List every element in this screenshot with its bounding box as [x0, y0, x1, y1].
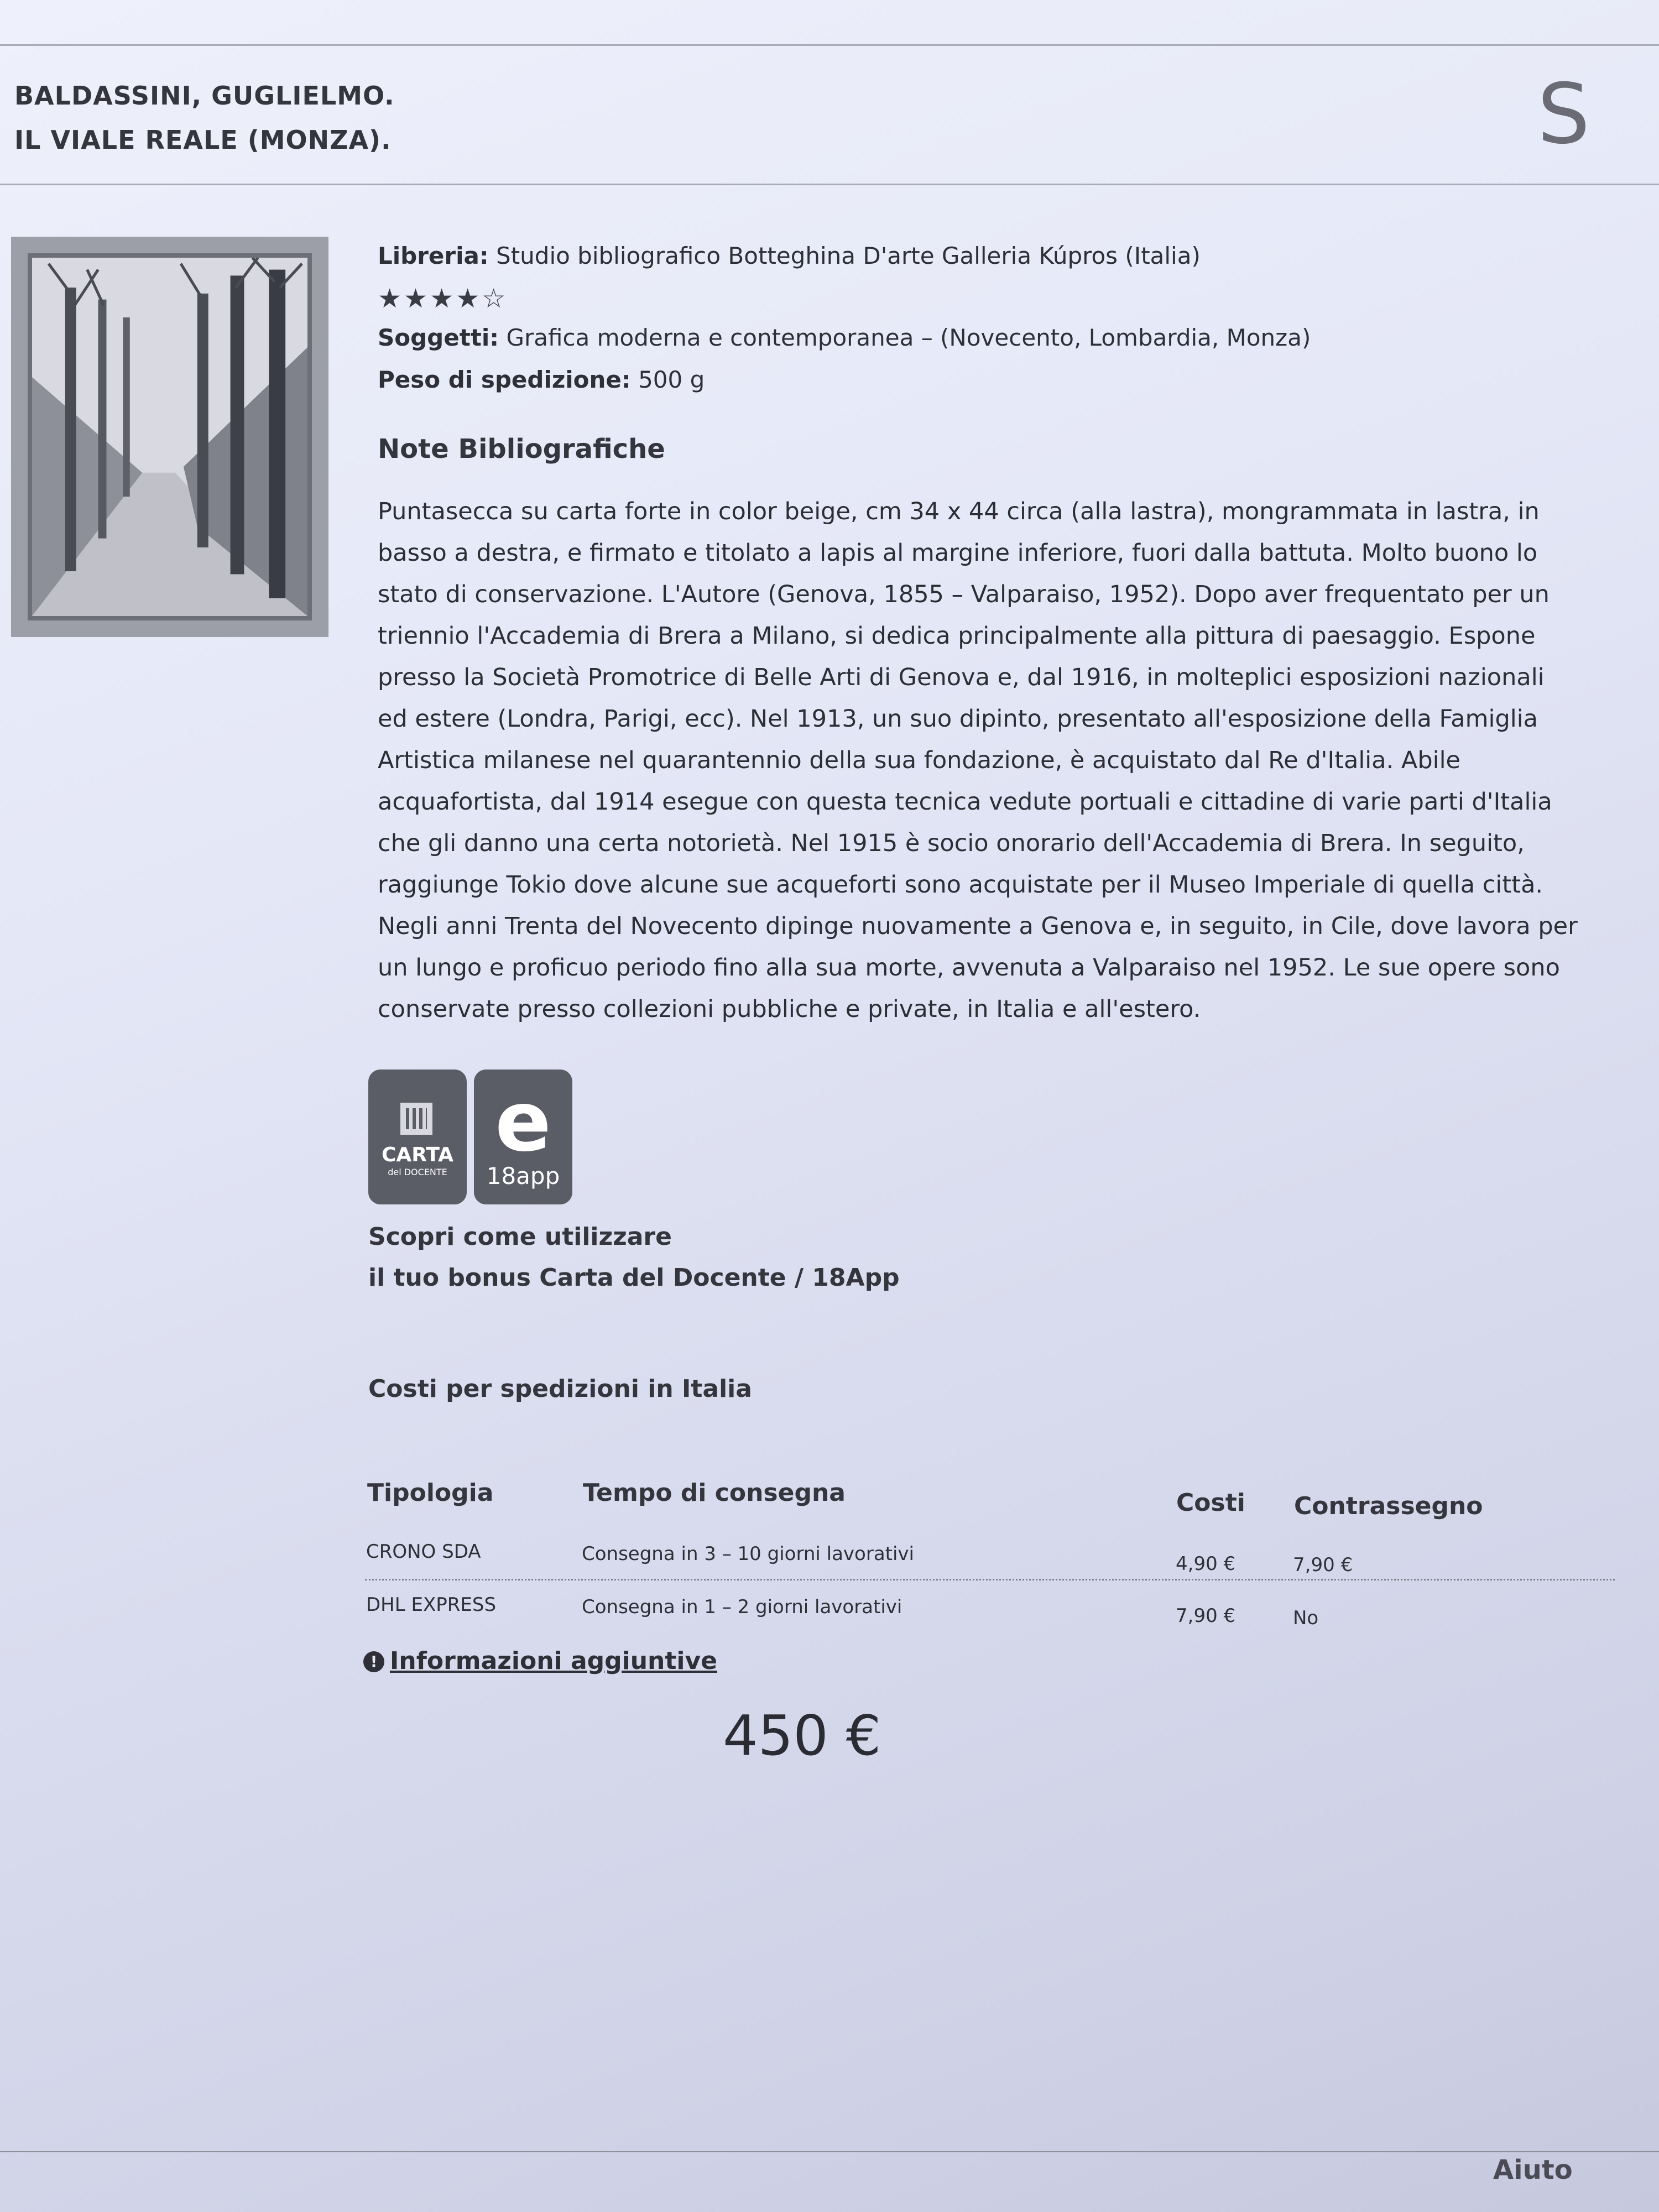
- site-logo[interactable]: S: [1537, 66, 1590, 163]
- page-title-author: BALDASSINI, GUGLIELMO.: [14, 81, 395, 111]
- carta-badge-label: CARTA: [381, 1144, 453, 1166]
- subjects-line: [378, 324, 1311, 351]
- bookseller-link[interactable]: Studio bibliografico Botteghina D'arte Galleria Kúpros (Italia): [496, 242, 1201, 269]
- shipping-row-dhl-type: DHL EXPRESS: [366, 1594, 497, 1616]
- notes-line: che gli danno una certa notorietà. Nel 1915 è socio onorario dell'Accademia di Brera. In seguito,: [378, 830, 1525, 857]
- notes-text: [378, 491, 1627, 1030]
- info-icon: !: [363, 1651, 384, 1672]
- notes-line: presso la Società Promotrice di Belle Arti di Genova e, dal 1916, in molteplici esposizioni nazionali: [378, 664, 1545, 691]
- notes-line: un lungo e proficuo periodo fino alla sua morte, avvenuta a Valparaiso nel 1952. Le sue opere sono: [378, 954, 1560, 982]
- shipping-weight-line: [378, 366, 705, 393]
- shipping-header-cost: Costi: [1176, 1489, 1245, 1517]
- notes-line: conservate presso collezioni pubbliche e private, in Italia e all'estero.: [378, 995, 1201, 1023]
- shipping-row-crono-type: CRONO SDA: [366, 1541, 481, 1563]
- bonus-info-link[interactable]: [368, 1217, 900, 1298]
- notes-heading: Note Bibliografiche: [378, 434, 665, 465]
- 18app-badge-label: 18app: [486, 1162, 560, 1190]
- shipping-row-crono-cod: 7,90 €: [1293, 1554, 1353, 1576]
- notes-line: acquafortista, dal 1914 esegue con questa tecnica vedute portuali e cittadine di varie parti d'Italia: [378, 788, 1552, 816]
- additional-info-link[interactable]: [363, 1647, 717, 1675]
- shipping-costs-title: Costi per spedizioni in Italia: [368, 1375, 752, 1403]
- bottom-rule: [0, 2151, 1659, 2152]
- notes-line: stato di conservazione. L'Autore (Genova, 1855 – Valparaiso, 1952). Dopo aver frequentato per un: [378, 581, 1550, 608]
- qr-code-icon: [400, 1103, 432, 1135]
- carta-docente-badge[interactable]: [368, 1070, 467, 1204]
- notes-line: raggiunge Tokio dove alcune sue acqueforti sono acquistate per il Museo Imperiale di quella città.: [378, 871, 1543, 899]
- 18app-logo-icon: e: [495, 1074, 551, 1170]
- page-title-work: IL VIALE REALE (MONZA).: [14, 125, 392, 155]
- seller-rating-stars: ★★★★☆: [378, 283, 508, 314]
- bookseller-label: Libreria:: [378, 242, 489, 269]
- tree-avenue-etching: [32, 258, 307, 616]
- bookseller-line: [378, 242, 1201, 269]
- notes-line: ed estere (Londra, Parigi, ecc). Nel 1913, un suo dipinto, presentato all'esposizione della Famiglia: [378, 705, 1538, 733]
- shipping-row-dhl-cost: 7,90 €: [1176, 1605, 1236, 1627]
- artwork-thumbnail[interactable]: [11, 237, 328, 637]
- top-rule: [0, 44, 1659, 46]
- additional-info-label: Informazioni aggiuntive: [390, 1647, 718, 1675]
- notes-line: Puntasecca su carta forte in color beige, cm 34 x 44 circa (alla lastra), mongrammata in lastra, in: [378, 498, 1540, 525]
- shipping-row-dhl-cod: No: [1293, 1607, 1319, 1629]
- shipping-header-time: Tempo di consegna: [583, 1479, 846, 1507]
- help-link[interactable]: Aiuto: [1493, 2154, 1573, 2185]
- shipping-weight-label: Peso di spedizione:: [378, 366, 631, 393]
- price-value: 450 €: [723, 1703, 881, 1768]
- notes-line: Negli anni Trenta del Novecento dipinge nuovamente a Genova e, in seguito, in Cile, dove lavora per: [378, 912, 1578, 940]
- shipping-header-cod: Contrassegno: [1294, 1492, 1483, 1520]
- shipping-row-divider: [365, 1579, 1615, 1580]
- bonus-line-2: il tuo bonus Carta del Docente / 18App: [368, 1264, 900, 1292]
- artwork-image: [28, 253, 312, 620]
- carta-badge-sublabel: del DOCENTE: [388, 1167, 447, 1177]
- notes-line: basso a destra, e firmato e titolato a lapis al margine inferiore, fuori dalla battuta. Molto buono lo: [378, 539, 1538, 567]
- subjects-value[interactable]: Grafica moderna e contemporanea – (Novecento, Lombardia, Monza): [506, 324, 1311, 351]
- shipping-weight-value: 500 g: [638, 366, 705, 393]
- bonus-line-1: Scopri come utilizzare: [368, 1223, 672, 1251]
- shipping-row-dhl-time: Consegna in 1 – 2 giorni lavorativi: [582, 1596, 902, 1618]
- notes-line: triennio l'Accademia di Brera a Milano, si dedica principalmente alla pittura di paesaggio. Espone: [378, 622, 1536, 650]
- subjects-label: Soggetti:: [378, 324, 499, 351]
- 18app-badge[interactable]: [474, 1070, 572, 1204]
- shipping-row-crono-cost: 4,90 €: [1176, 1553, 1236, 1575]
- notes-line: Artistica milanese nel quarantennio della sua fondazione, è acquistato dal Re d'Italia. Abile: [378, 747, 1460, 774]
- title-rule: [0, 184, 1659, 185]
- shipping-header-type: Tipologia: [367, 1479, 494, 1507]
- shipping-row-crono-time: Consegna in 3 – 10 giorni lavorativi: [582, 1543, 914, 1565]
